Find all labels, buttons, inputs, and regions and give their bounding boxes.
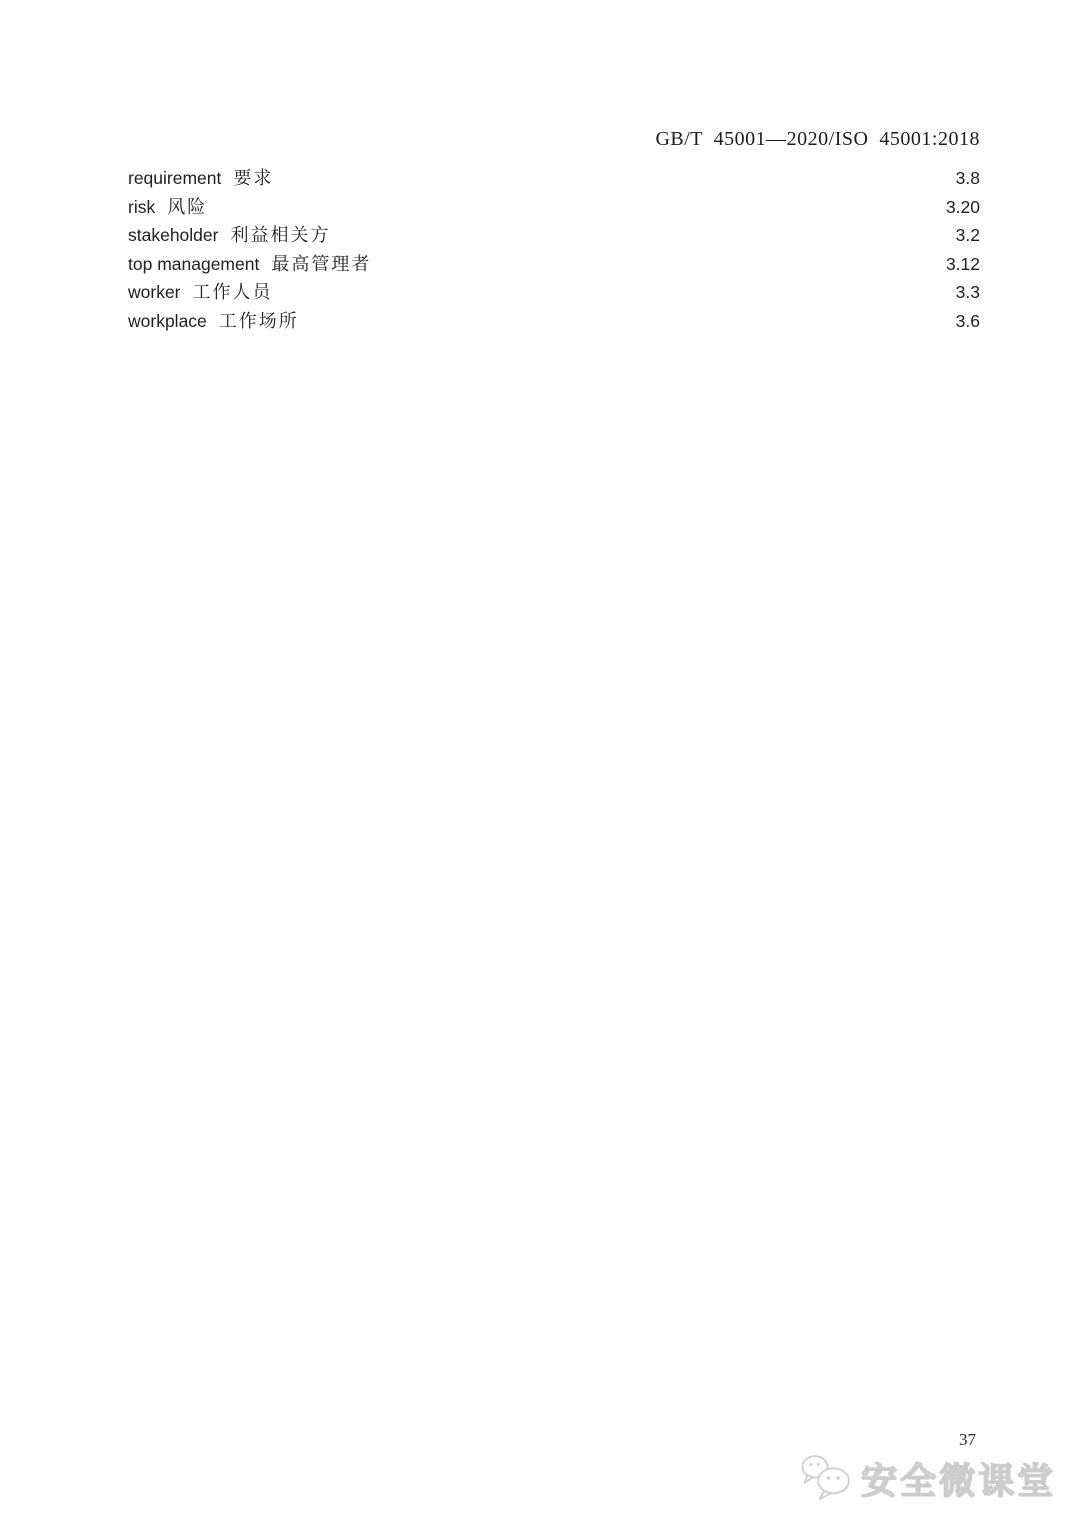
clause-reference: 3.20 xyxy=(945,196,980,217)
term-chinese: 利益相关方 xyxy=(230,225,331,245)
term-chinese: 最高管理者 xyxy=(271,253,372,274)
index-entry-row xyxy=(128,250,980,279)
term-english: risk xyxy=(128,196,156,217)
term-english: worker xyxy=(128,282,181,302)
index-entry-row xyxy=(128,307,980,336)
term-english: stakeholder xyxy=(128,225,219,245)
term-chinese: 工作人员 xyxy=(192,282,273,302)
clause-reference: 3.2 xyxy=(955,225,980,245)
watermark-text: 安全微课堂 xyxy=(860,1460,1056,1501)
publisher-watermark xyxy=(799,1452,1056,1504)
page-number: 37 xyxy=(959,1430,976,1449)
wechat-chat-bubbles-icon xyxy=(799,1452,855,1504)
term-chinese: 工作场所 xyxy=(218,310,299,331)
standard-number-header: GB/T 45001—2020/ISO 45001:2018 xyxy=(655,128,980,150)
clause-reference: 3.12 xyxy=(945,253,980,274)
term-english: requirement xyxy=(128,168,222,188)
index-entry-row xyxy=(128,221,980,250)
clause-reference: 3.8 xyxy=(955,168,980,188)
term-chinese: 要求 xyxy=(233,168,274,188)
index-entry-row xyxy=(128,193,980,222)
clause-reference: 3.6 xyxy=(955,310,980,331)
term-chinese: 风险 xyxy=(167,196,208,217)
index-entry-row xyxy=(128,164,980,193)
term-english: workplace xyxy=(128,310,207,331)
clause-reference: 3.3 xyxy=(955,282,980,302)
index-entry-row xyxy=(128,278,980,307)
term-english: top management xyxy=(128,253,260,274)
term-index-list xyxy=(128,164,980,335)
